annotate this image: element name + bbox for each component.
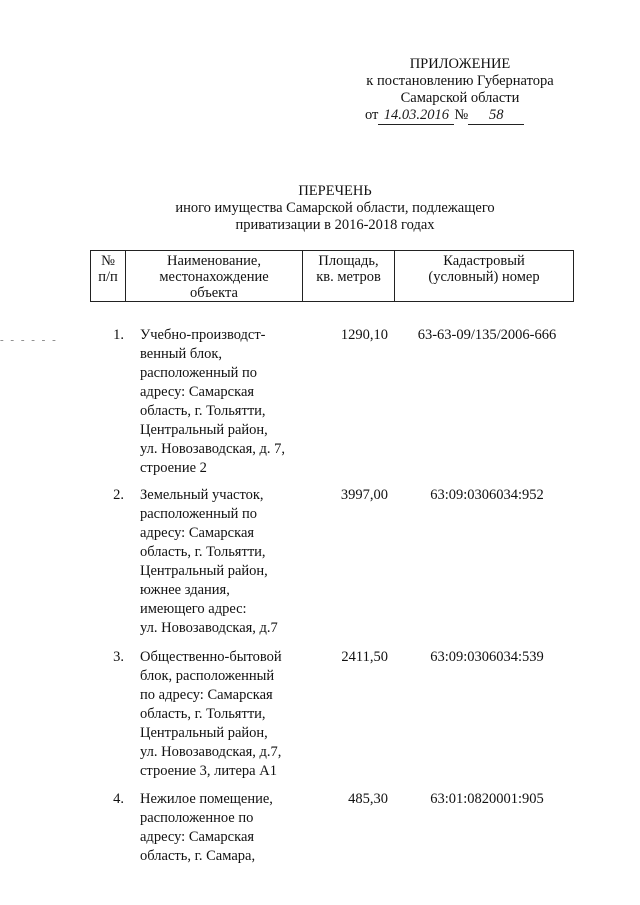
- appendix-date-line: [330, 107, 590, 127]
- appendix-title: ПРИЛОЖЕНИЕ: [409, 56, 511, 72]
- object-name: Нежилое помещение, расположенное по адресу: Самарская область, г. Самара,: [140, 791, 273, 864]
- row-number: 3.: [113, 649, 124, 665]
- appendix-line-1: к постановлению Губернатора: [366, 73, 554, 89]
- header-col-cadastral: Кадастровый (условный) номер: [395, 251, 574, 302]
- margin-mark: - - - - - -: [0, 334, 58, 346]
- table-row: [0, 648, 640, 778]
- table-row: [0, 326, 640, 476]
- heading-title: ПЕРЕЧЕНЬ: [298, 183, 372, 199]
- handwritten-date: 14.03.2016: [378, 107, 454, 125]
- object-area: 2411,50: [341, 649, 388, 665]
- from-label: от: [365, 107, 379, 123]
- object-area: 1290,10: [340, 327, 388, 343]
- handwritten-number: 58: [468, 107, 524, 125]
- object-area: 3997,00: [340, 487, 388, 503]
- header-col-name: Наименование, местонахождение объекта: [126, 251, 303, 302]
- row-number: 4.: [113, 791, 124, 807]
- cadastral-number: 63-63-09/135/2006-666: [417, 327, 557, 343]
- object-area: 485,30: [348, 791, 388, 807]
- heading-line-2: приватизации в 2016-2018 годах: [235, 217, 435, 233]
- cadastral-number: 63:09:0306034:539: [430, 649, 544, 665]
- appendix-line-2: Самарской области: [400, 90, 520, 106]
- cadastral-number: 63:09:0306034:952: [430, 487, 544, 503]
- heading-line-1: иного имущества Самарской области, подлежащего: [175, 200, 495, 216]
- row-number: 2.: [113, 487, 124, 503]
- appendix-block: [330, 56, 590, 127]
- number-label: №: [454, 107, 469, 123]
- table-row: [0, 486, 640, 636]
- row-number: 1.: [113, 327, 124, 343]
- table-header: [90, 250, 574, 302]
- object-name: Учебно-производст- венный блок, расположенный по адресу: Самарская область, г. Тольятти, Центральный район, ул. Новозаводская, д. 7, строение 2: [140, 327, 286, 476]
- cadastral-number: 63:01:0820001:905: [430, 791, 544, 807]
- header-col-area: Площадь, кв. метров: [303, 251, 395, 302]
- table-row: [0, 790, 640, 870]
- object-name: Общественно-бытовой блок, расположенный по адресу: Самарская область, г. Тольятти, Центральный район, ул. Новозаводская, д.7, строение 3, литера А1: [140, 649, 282, 779]
- header-col-number: № п/п: [91, 251, 126, 302]
- document-heading: [120, 183, 550, 234]
- object-name: Земельный участок, расположенный по адресу: Самарская область, г. Тольятти, Центральный район, южнее здания, имеющего адрес: ул. Новозаводская, д.7: [140, 487, 278, 636]
